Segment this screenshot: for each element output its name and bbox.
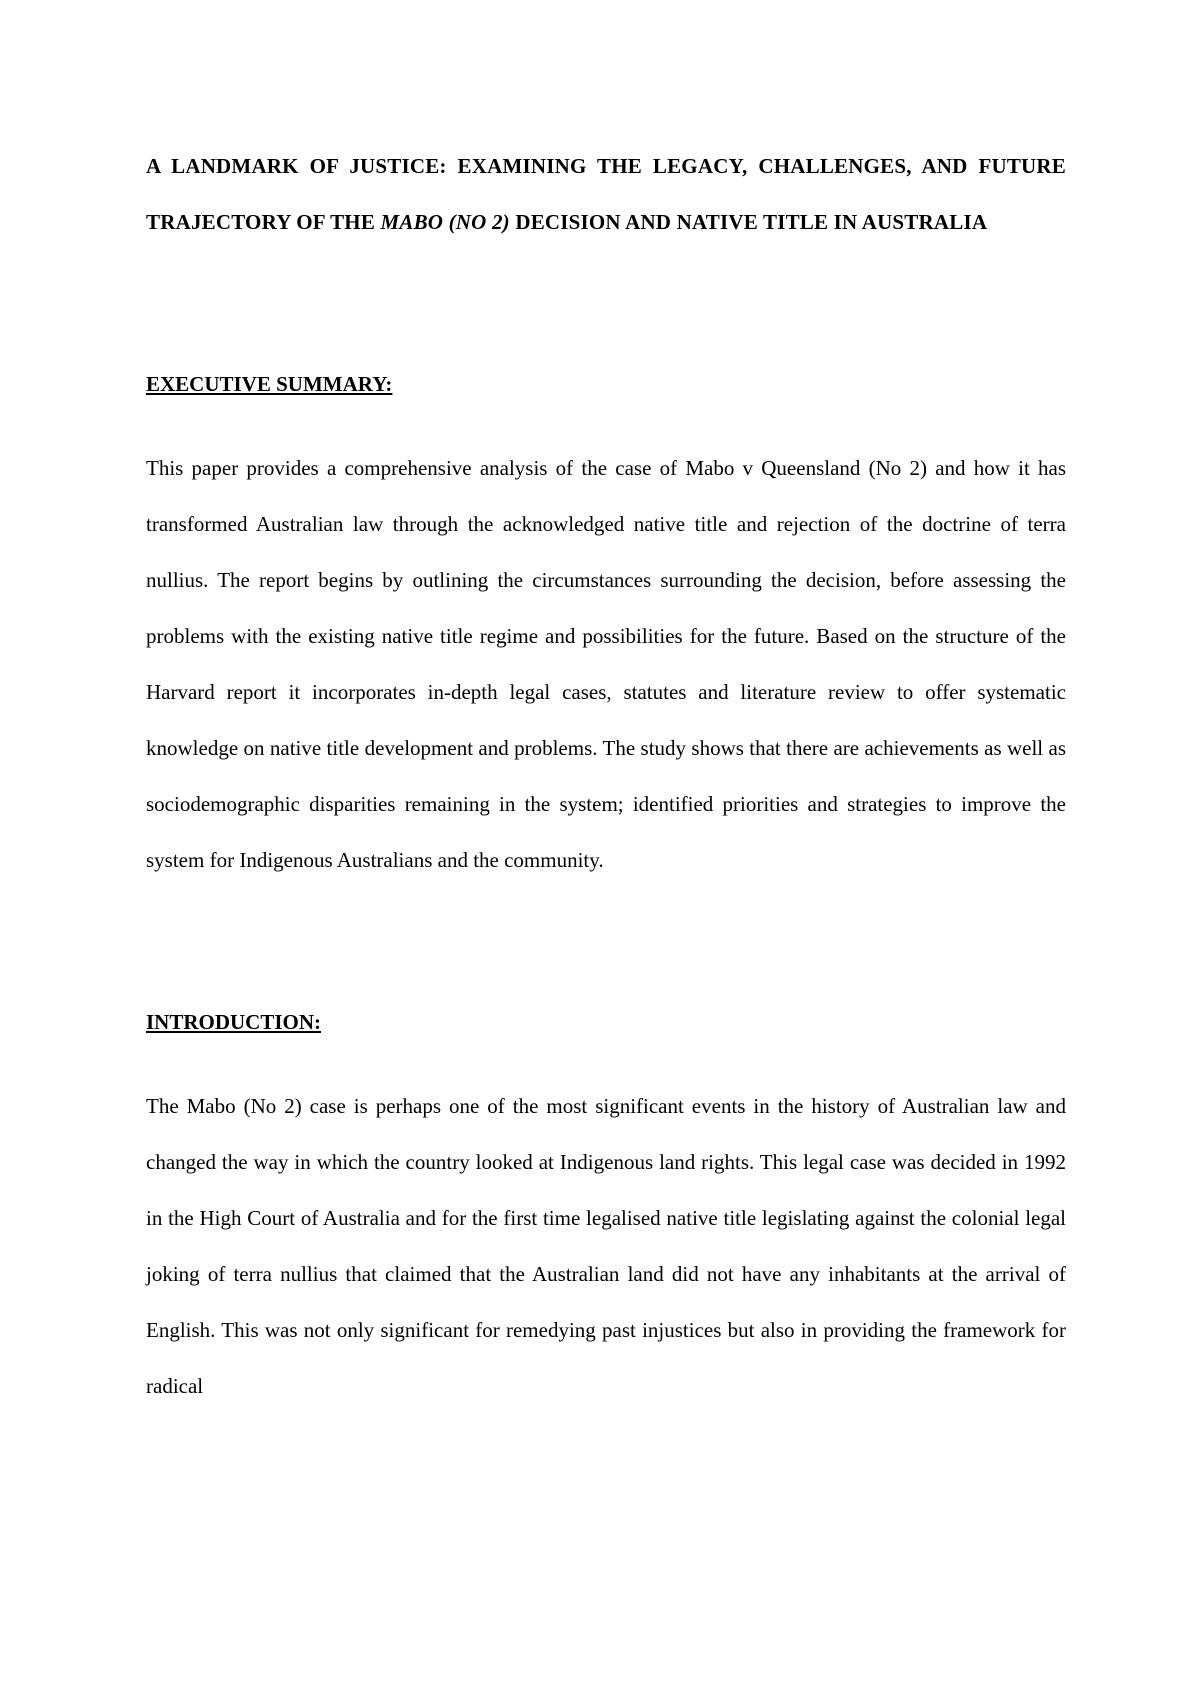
spacer (146, 412, 1066, 440)
introduction-heading: INTRODUCTION: (146, 1010, 322, 1034)
title-case-name: MABO (NO 2) (380, 210, 510, 234)
document-content (146, 138, 1066, 1414)
document-title (146, 138, 1066, 250)
spacer (146, 888, 1066, 994)
spacer (146, 250, 1066, 356)
executive-summary-paragraph: This paper provides a comprehensive analysis of the case of Mabo v Queensland (No 2) and how it has transformed Australian law through the acknowledged native title and rejection of the doctrine of terra nullius. The report begins by outlining the circumstances surrounding the decision, before assessing the problems with the existing native title regime and possibilities for the future. Based on the structure of the Harvard report it incorporates in-depth legal cases, statutes and literature review to offer systematic knowledge on native title development and problems. The study shows that there are achievements as well as sociodemographic disparities remaining in the system; identified priorities and strategies to improve the system for Indigenous Australians and the community. (146, 456, 1066, 872)
title-text-part1: A LANDMARK OF JUSTICE: EXAMINING THE LEGACY, CHALLENGES, AND FUTURE TRAJECTORY OF THE (146, 154, 1066, 234)
introduction-paragraph: The Mabo (No 2) case is perhaps one of the most significant events in the history of Australian law and changed the way in which the country looked at Indigenous land rights. This legal case was decided in 1992 in the High Court of Australia and for the first time legalised native title legislating against the colonial legal joking of terra nullius that claimed that the Australian land did not have any inhabitants at the arrival of English. This was not only significant for remedying past injustices but also in providing the framework for radical (146, 1094, 1066, 1398)
spacer (146, 1050, 1066, 1078)
executive-summary-heading: EXECUTIVE SUMMARY: (146, 372, 393, 396)
title-text-part2: DECISION AND NATIVE TITLE IN AUSTRALIA (509, 210, 988, 234)
